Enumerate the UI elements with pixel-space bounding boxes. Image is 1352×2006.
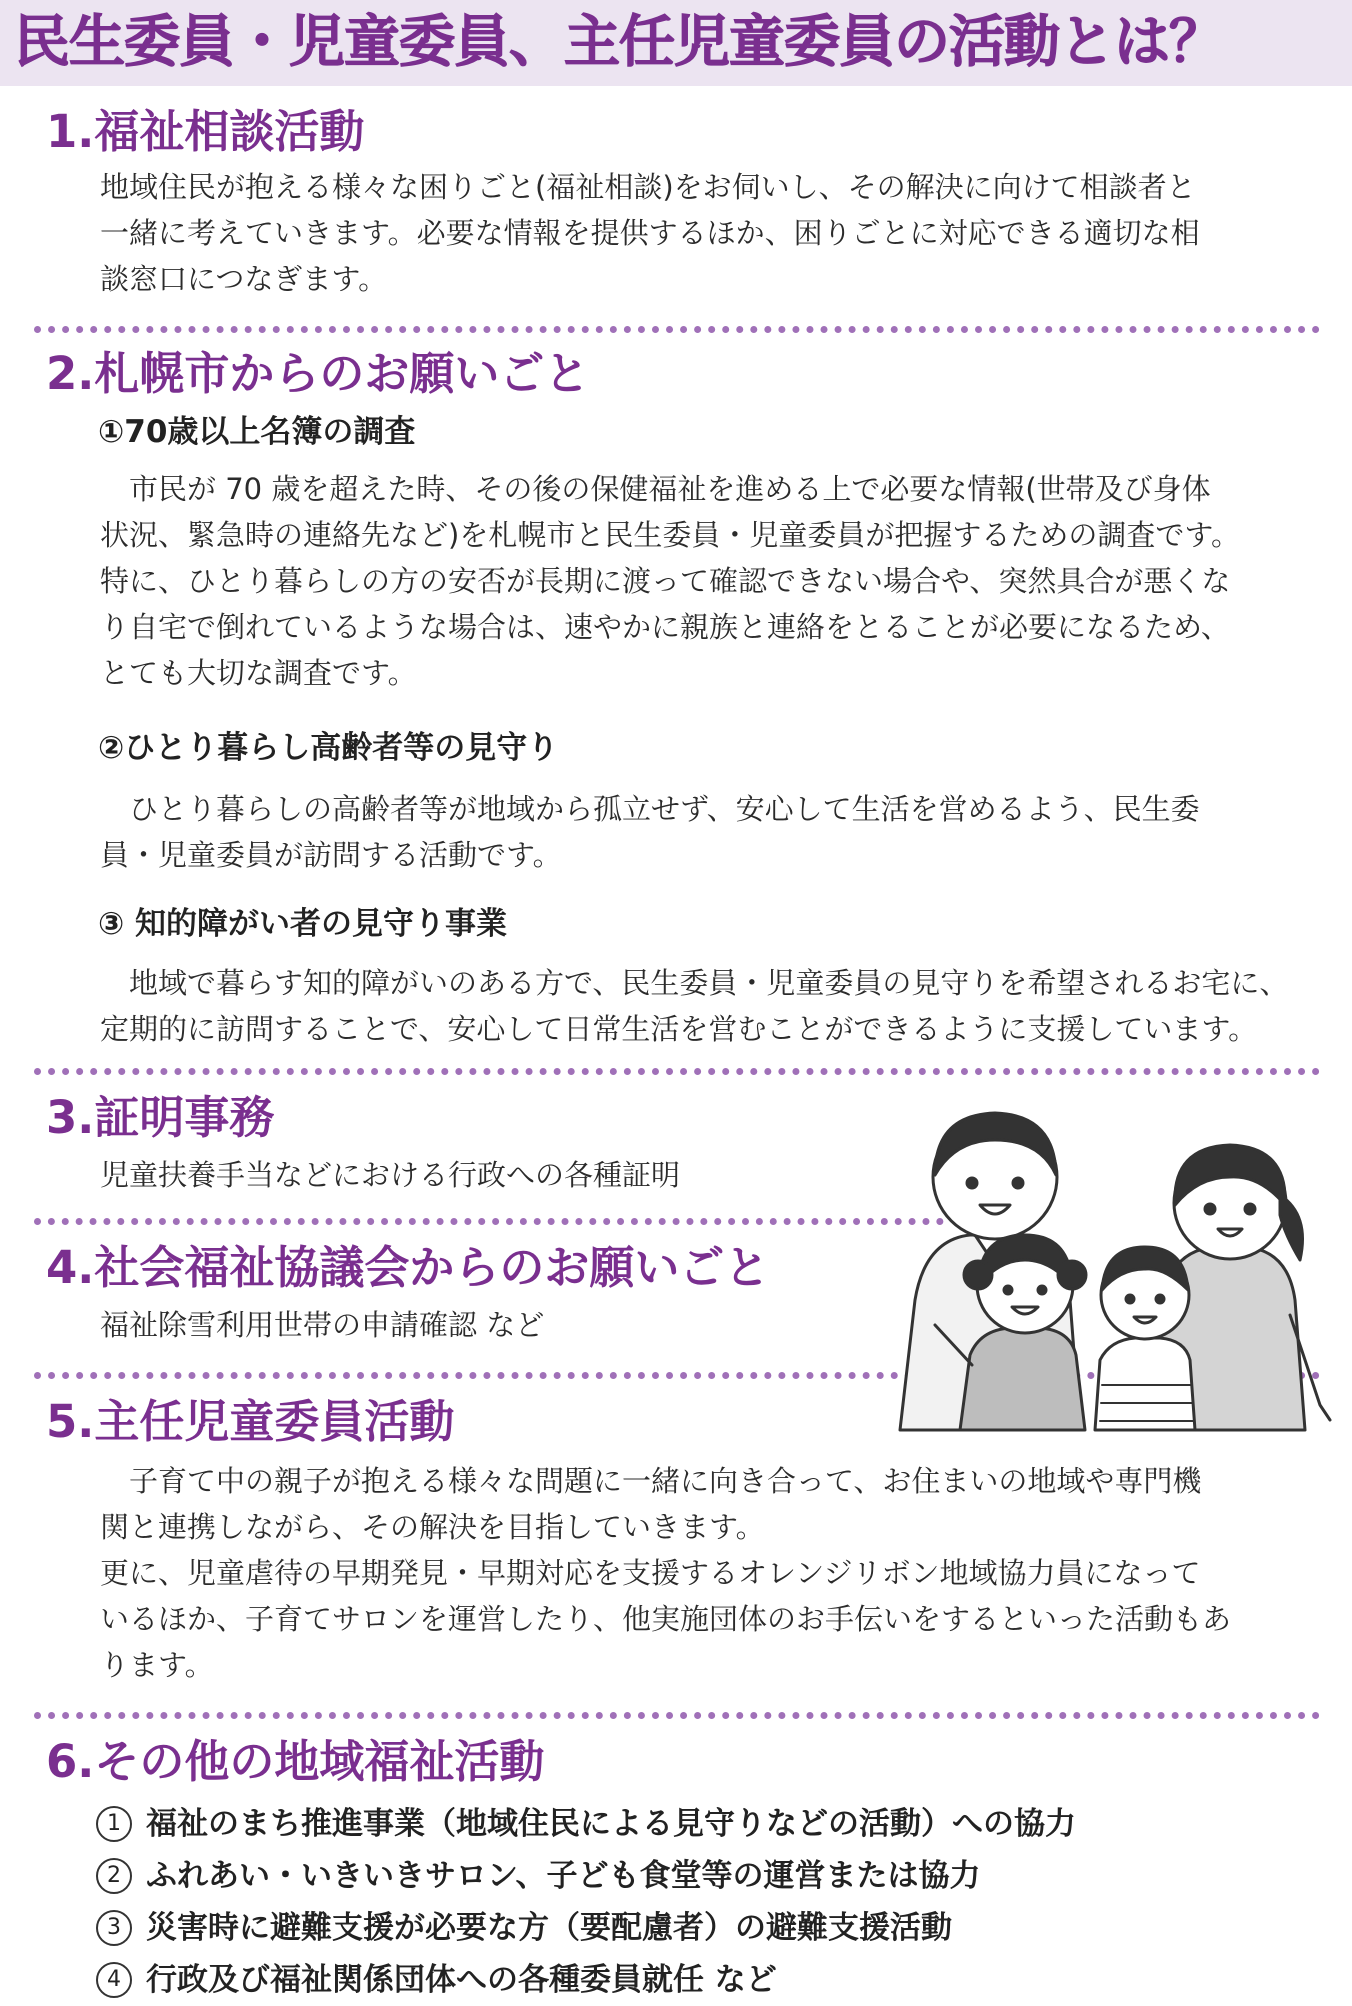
section-4-body (100, 1302, 544, 1348)
list-item-text: 災害時に避難支援が必要な方（要配慮者）の避難支援活動 (146, 1910, 952, 1946)
section-6-heading: 6.その他の地域福祉活動 (46, 1735, 545, 1788)
body-line: 更に、児童虐待の早期発見・早期対応を支援するオレンジリボン地域協力員になって (100, 1556, 1201, 1590)
list-item-text: 行政及び福祉関係団体への各種委員就任 など (146, 1962, 777, 1998)
dotted-divider (34, 1712, 1320, 1719)
section-2-subheading-2: ②ひとり暮らし高齢者等の見守り (98, 730, 559, 766)
body-line: 状況、緊急時の連絡先など)を札幌市と民生委員・児童委員が把握するための調査です。 (100, 518, 1240, 552)
list-item-text: ふれあい・いきいきサロン、子ども食堂等の運営または協力 (146, 1858, 981, 1894)
body-line: 子育て中の親子が抱える様々な問題に一緒に向き合って、お住まいの地域や専門機 (100, 1464, 1202, 1498)
section-2-item-2-body (100, 786, 1200, 878)
body-line: 定期的に訪問することで、安心して日常生活を営むことができるように支援しています。 (100, 1012, 1258, 1046)
dotted-divider (34, 1218, 944, 1225)
body-line: とても大切な調査です。 (100, 656, 417, 690)
list-item (96, 1902, 1076, 1954)
body-line: り自宅で倒れているような場合は、速やかに親族と連絡をとることが必要になるため、 (100, 610, 1230, 644)
list-item-text: 福祉のまち推進事業（地域住民による見守りなどの活動）への協力 (146, 1806, 1076, 1842)
body-line: 福祉除雪利用世帯の申請確認 など (100, 1308, 545, 1342)
family-illustration (880, 1085, 1340, 1435)
section-2-item-3-body (100, 960, 1288, 1052)
section-2-subheading-1: ①70歳以上名簿の調査 (98, 414, 416, 450)
list-number: 4 (96, 1962, 132, 1998)
section-2-item-1-body (100, 466, 1240, 696)
activity-list (96, 1798, 1076, 2006)
body-line: ります。 (100, 1648, 214, 1682)
section-1-body (100, 164, 1200, 302)
section-3-heading: 3.証明事務 (46, 1091, 275, 1144)
body-line: 特に、ひとり暮らしの方の安否が長期に渡って確認できない場合や、突然具合が悪くな (100, 564, 1231, 598)
body-line: ひとり暮らしの高齢者等が地域から孤立せず、安心して生活を営めるよう、民生委 (100, 792, 1200, 826)
section-2-heading: 2.札幌市からのお願いごと (46, 347, 590, 400)
dotted-divider (34, 326, 1320, 333)
list-number: 3 (96, 1910, 132, 1946)
body-line: いるほか、子育てサロンを運営したり、他実施団体のお手伝いをするといった活動もあ (100, 1602, 1232, 1636)
body-line: 関と連携しながら、その解決を目指していきます。 (100, 1510, 765, 1544)
body-line: 地域住民が抱える様々な困りごと(福祉相談)をお伺いし、その解決に向けて相談者と (100, 170, 1196, 204)
list-item (96, 1798, 1076, 1850)
section-5-body (100, 1458, 1231, 1688)
body-line: 児童扶養手当などにおける行政への各種証明 (100, 1158, 681, 1192)
list-item (96, 1850, 1076, 1902)
section-5-heading: 5.主任児童委員活動 (46, 1395, 455, 1448)
body-line: 地域で暮らす知的障がいのある方で、民生委員・児童委員の見守りを希望されるお宅に、 (100, 966, 1289, 1000)
list-number: 1 (96, 1806, 132, 1842)
body-line: 一緒に考えていきます。必要な情報を提供するほか、困りごとに対応できる適切な相 (100, 216, 1200, 250)
page-title: 民生委員・児童委員、主任児童委員の活動とは？ (14, 10, 1224, 75)
dotted-divider (34, 1068, 1320, 1075)
list-item (96, 1954, 1076, 2006)
section-2-subheading-3: ③ 知的障がい者の見守り事業 (98, 906, 508, 942)
body-line: 市民が 70 歳を超えた時、その後の保健福祉を進める上で必要な情報(世帯及び身体 (100, 472, 1211, 506)
section-4-heading: 4.社会福祉協議会からのお願いごと (46, 1241, 770, 1294)
body-line: 員・児童委員が訪問する活動です。 (100, 838, 562, 872)
section-1-heading: 1.福祉相談活動 (46, 105, 365, 158)
list-number: 2 (96, 1858, 132, 1894)
body-line: 談窓口につなぎます。 (100, 262, 388, 296)
section-3-body (100, 1152, 680, 1198)
